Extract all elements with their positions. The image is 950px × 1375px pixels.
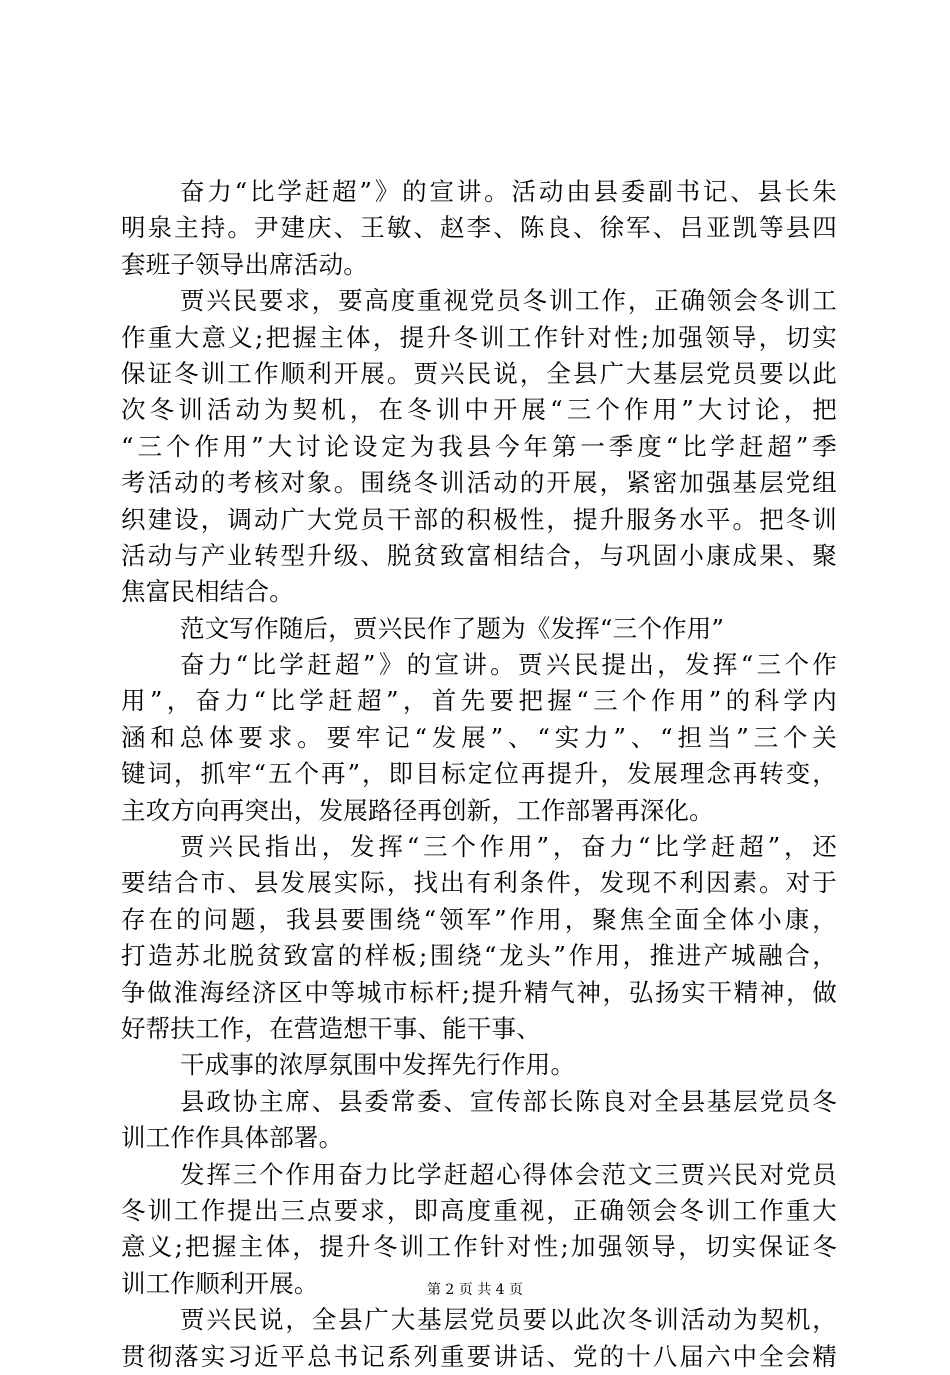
text-line: 保证冬训工作顺利开展。贾兴民说，全县广大基层党员要以此 [121,358,837,388]
text-line: 主攻方向再突出，发展路径再创新，工作部署再深化。 [121,795,714,825]
text-line: 织建设，调动广大党员干部的积极性，提升服务水平。把冬训 [121,504,837,534]
text-line: 干成事的浓厚氛围中发挥先行作用。 [180,1050,576,1080]
text-line: 争做淮海经济区中等城市标杆;提升精气神，弘扬实干精神，做 [121,977,837,1007]
text-line: 考活动的考核对象。围绕冬训活动的开展，紧密加强基层党组 [121,468,837,498]
text-line: 次冬训活动为契机，在冬训中开展“三个作用”大讨论，把 [121,395,837,425]
text-line: 作重大意义;把握主体，提升冬训工作针对性;加强领导，切实 [121,322,837,352]
text-line: 贾兴民指出，发挥“三个作用”，奋力“比学赶超”，还 [180,832,837,862]
text-line: 焦富民相结合。 [121,577,294,607]
text-line: 意义;把握主体，提升冬训工作针对性;加强领导，切实保证冬 [121,1232,837,1262]
text-line: 县政协主席、县委常委、宣传部长陈良对全县基层党员冬 [180,1086,837,1116]
text-line: 冬训工作提出三点要求，即高度重视，正确领会冬训工作重大 [121,1195,837,1225]
text-line: 套班子领导出席活动。 [121,249,368,279]
text-line: 范文写作随后，贾兴民作了题为《发挥“三个作用” [180,613,725,643]
text-line: “三个作用”大讨论设定为我县今年第一季度“比学赶超”季 [121,431,837,461]
text-line: 存在的问题，我县要围绕“领军”作用，聚焦全面全体小康， [121,904,837,934]
text-line: 要结合市、县发展实际，找出有利条件，发现不利因素。对于 [121,868,837,898]
text-line: 奋力“比学赶超”》的宣讲。活动由县委副书记、县长朱 [180,177,837,206]
text-line: 贾兴民说，全县广大基层党员要以此次冬训活动为契机， [180,1305,837,1335]
text-line: 训工作顺利开展。 [121,1268,319,1298]
text-line: 涵和总体要求。要牢记“发展”、“实力”、“担当”三个关 [121,722,837,752]
text-line: 好帮扶工作，在营造想干事、能干事、 [121,1013,541,1043]
text-line: 打造苏北脱贫致富的样板;围绕“龙头”作用，推进产城融合， [121,941,837,971]
text-line: 贾兴民要求，要高度重视党员冬训工作，正确领会冬训工 [180,286,837,316]
text-line: 明泉主持。尹建庆、王敏、赵李、陈良、徐军、吕亚凯等县四 [121,213,837,243]
text-line: 键词，抓牢“五个再”，即目标定位再提升，发展理念再转变， [121,759,837,789]
text-line: 活动与产业转型升级、脱贫致富相结合，与巩固小康成果、聚 [121,540,837,570]
page-footer: 第 2 页 共 4 页 [426,1282,524,1298]
text-line: 奋力“比学赶超”》的宣讲。贾兴民提出，发挥“三个作 [180,650,837,680]
text-line: 用”，奋力“比学赶超”，首先要把握“三个作用”的科学内 [121,686,837,716]
text-line: 训工作作具体部署。 [121,1123,344,1153]
text-line: 发挥三个作用奋力比学赶超心得体会范文三贾兴民对党员 [180,1159,837,1189]
body-text [121,174,837,1375]
text-line: 贯彻落实习近平总书记系列重要讲话、党的十八届六中全会精 [121,1341,837,1371]
